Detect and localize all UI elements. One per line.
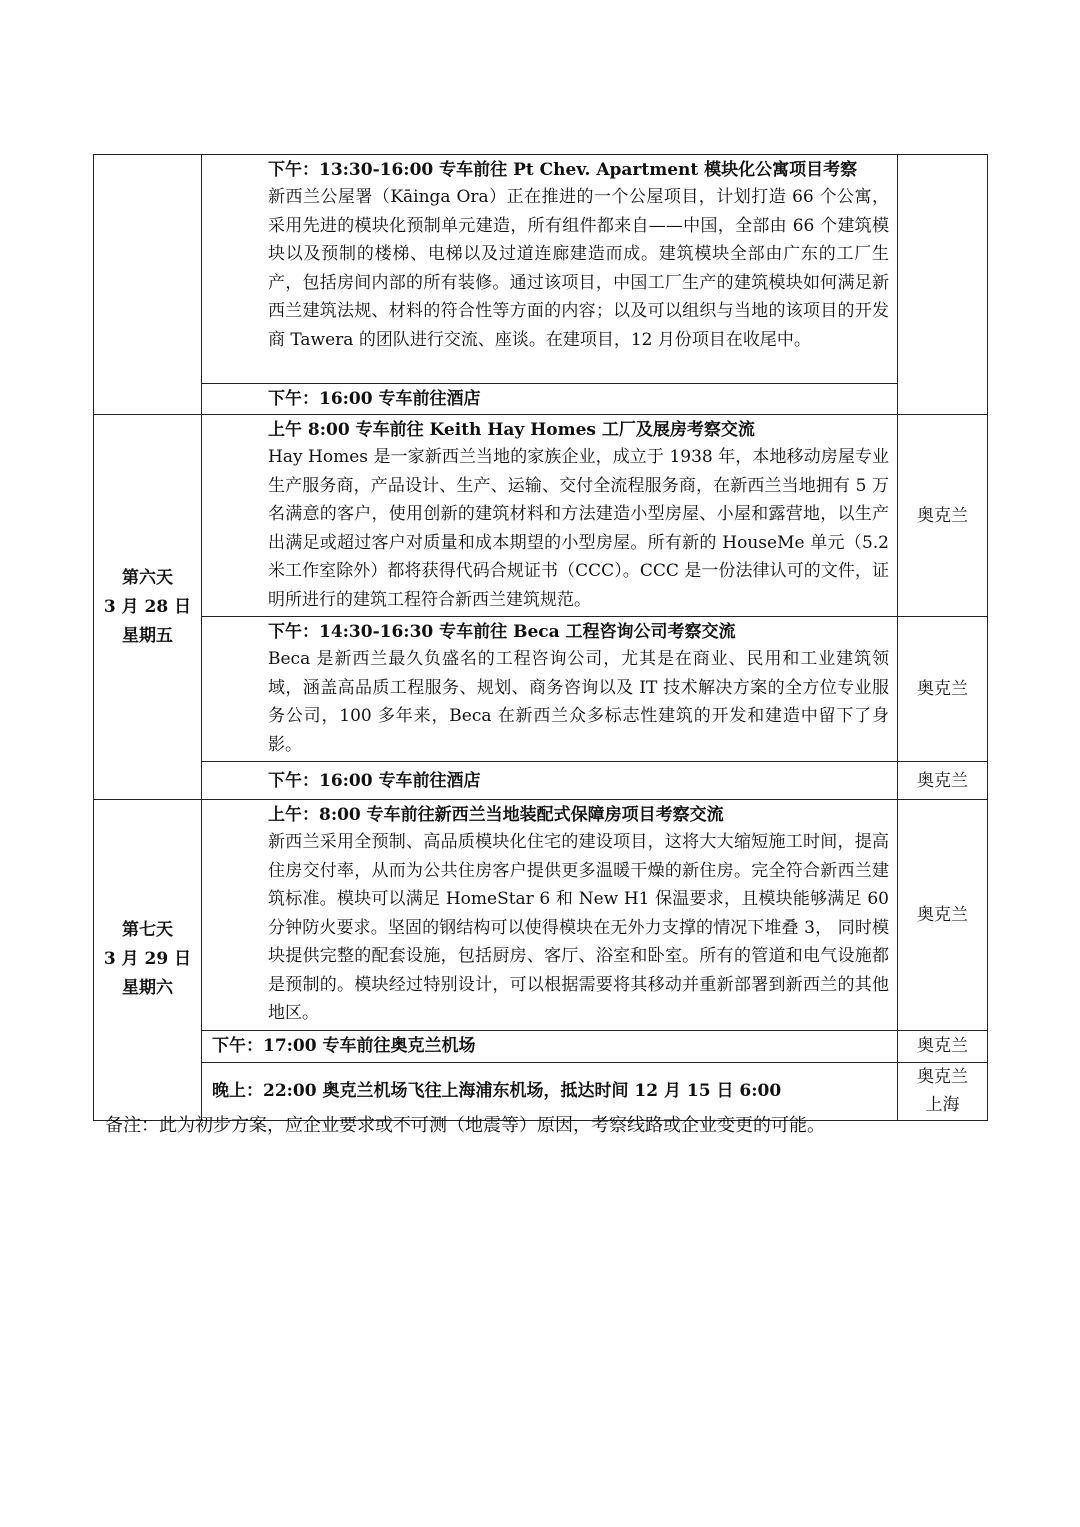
day-label: 第七天 [122, 920, 173, 941]
activity-heading: 下午：17:00 专车前往奥克兰机场 [212, 1036, 476, 1056]
table-row [94, 800, 988, 1031]
location-cell [898, 1062, 988, 1120]
activity-cell [202, 1030, 898, 1062]
activity-description: Beca 是新西兰最久负盛名的工程咨询公司，尤其是在商业、民用和工业建筑领域，涵盖高品质工程服务、规划、商务咨询以及 IT 技术解决方案的全方位专业服务公司，100 多年来，Beca 在新西兰众多标志性建筑的开发和建造中留下了身影。 [268, 649, 889, 755]
day-cell-empty [94, 155, 202, 415]
table-row [94, 1030, 988, 1062]
location-cell: 奥克兰 [898, 762, 988, 800]
itinerary-table [93, 154, 988, 1121]
activity-cell [202, 415, 898, 617]
location-origin: 奥克兰 [917, 1067, 968, 1087]
table-row [94, 155, 988, 384]
day-label-cell [94, 415, 202, 800]
activity-cell [202, 800, 898, 1031]
activity-heading: 下午：14:30-16:30 专车前往 Beca 工程咨询公司考察交流 [268, 622, 736, 642]
location-destination: 上海 [925, 1095, 960, 1115]
location-cell: 奥克兰 [898, 415, 988, 617]
location-cell: 奥克兰 [898, 617, 988, 762]
activity-description: 新西兰公屋署（Kāinga Ora）正在推进的一个公屋项目，计划打造 66 个公寓，采用先进的模块化预制单元建造，所有组件都来自——中国，全部由 66 个建筑模块以及预制的楼梯、电梯以及过道连廊建造而成。建筑模块全部由广东的工厂生产，包括房间内部的所有装修。通过该项目，中国工厂生产的建筑模块如何满足新西兰建筑法规、材料的符合性等方面的内容；以及可以组织与当地的该项目的开发商 Tawera 的团队进行交流、座谈。在建项目，12 月份项目在收尾中。 [268, 187, 889, 350]
activity-cell [202, 762, 898, 800]
table-row [94, 415, 988, 617]
day-weekday: 星期六 [122, 978, 173, 999]
day-date: 3 月 28 日 [103, 596, 192, 617]
activity-heading: 上午 8:00 专车前往 Keith Hay Homes 工厂及展房考察交流 [268, 420, 755, 440]
activity-heading: 晚上：22:00 奥克兰机场飞往上海浦东机场，抵达时间 12 月 15 日 6:00 [212, 1081, 782, 1101]
itinerary-table-wrapper [93, 154, 988, 1121]
activity-cell [202, 617, 898, 762]
day-label-cell [94, 800, 202, 1121]
location-cell: 奥克兰 [898, 1030, 988, 1062]
day-label: 第六天 [122, 567, 173, 588]
day-date: 3 月 29 日 [103, 949, 192, 970]
table-row [94, 384, 988, 415]
location-cell: 奥克兰 [898, 800, 988, 1031]
day-weekday: 星期五 [122, 625, 173, 646]
activity-cell [202, 155, 898, 384]
activity-description: 新西兰采用全预制、高品质模块化住宅的建设项目，这将大大缩短施工时间，提高住房交付率，从而为公共住房客户提供更多温暖干燥的新住房。完全符合新西兰建筑标准。模块可以满足 HomeStar 6 和 New H1 保温要求，且模块能够满足 60 分钟防火要求。坚固的钢结构可以使得模块在无外力支撑的情况下堆叠 3， 同时模块提供完整的配套设施，包括厨房、客厅、浴室和卧室。所有的管道和电气设施都是预制的。模块经过特别设计，可以根据需要将其移动并重新部署到新西兰的其他地区。 [268, 832, 889, 1023]
activity-heading: 下午：13:30-16:00 专车前往 Pt Chev. Apartment 模块化公寓项目考察 [268, 160, 858, 180]
location-cell-empty [898, 155, 988, 415]
activity-heading: 上午：8:00 专车前往新西兰当地装配式保障房项目考察交流 [268, 805, 724, 825]
activity-cell [202, 384, 898, 415]
activity-heading: 下午：16:00 专车前往酒店 [268, 770, 481, 791]
table-row [94, 762, 988, 800]
activity-heading: 下午：16:00 专车前往酒店 [268, 389, 481, 409]
footnote: 备注：此为初步方案，应企业要求或不可测（地震等）原因，考察线路或企业变更的可能。 [105, 1115, 825, 1136]
activity-description: Hay Homes 是一家新西兰当地的家族企业，成立于 1938 年，本地移动房屋专业生产服务商，产品设计、生产、运输、交付全流程服务商，在新西兰当地拥有 5 万名满意的客户，使用创新的建筑材料和方法建造小型房屋、小屋和露营地，以生产出满足或超过客户对质量和成本期望的小型房屋。所有新的 HouseMe 单元（5.2 米工作室除外）都将获得代码合规证书（CCC）。CCC 是一份法律认可的文件，证明所进行的建筑工程符合新西兰建筑规范。 [268, 447, 889, 610]
table-row [94, 617, 988, 762]
